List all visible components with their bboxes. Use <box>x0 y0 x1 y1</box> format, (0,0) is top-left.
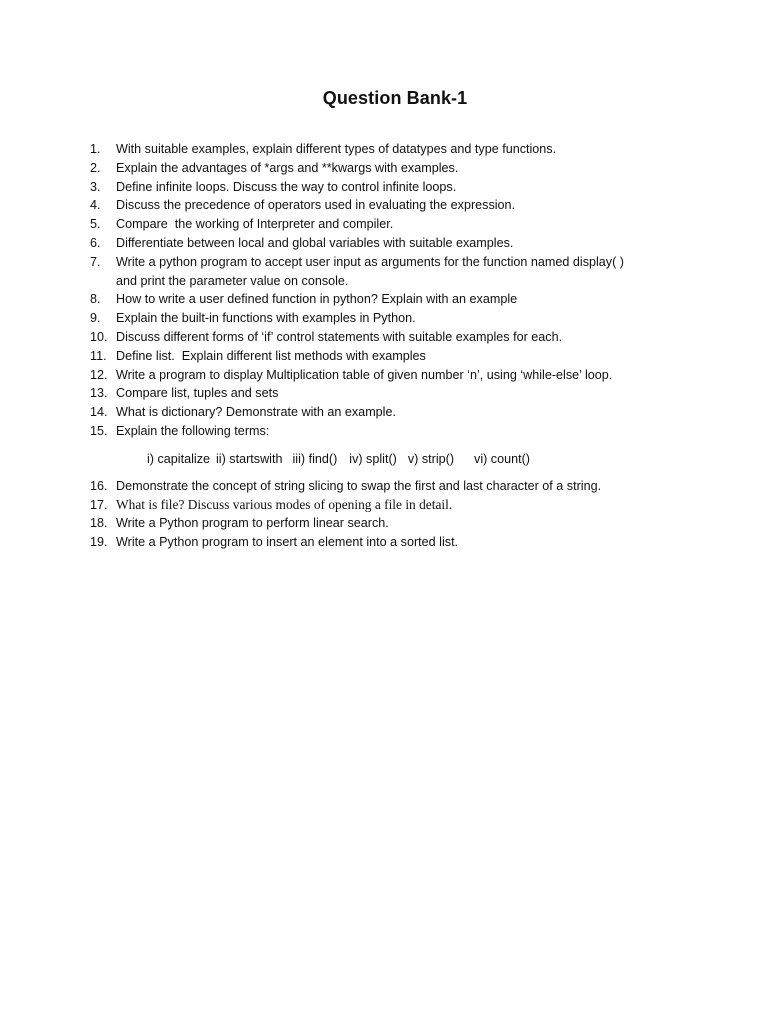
question-number: 9. <box>90 311 101 326</box>
question-text-continuation: and print the parameter value on console. <box>116 273 349 288</box>
question-item <box>90 384 690 403</box>
question-item <box>90 496 690 515</box>
question-number: 19. <box>90 535 108 550</box>
question-item <box>90 533 690 552</box>
question-text: Explain the following terms: <box>116 423 270 438</box>
question-number: 4. <box>90 198 101 213</box>
question-number: 7. <box>90 254 101 269</box>
question-number: 18. <box>90 516 108 531</box>
question-item <box>90 328 690 347</box>
question-text: Write a Python program to insert an element into a sorted list. <box>116 535 459 550</box>
question-number: 12. <box>90 367 108 382</box>
question-list <box>90 140 690 552</box>
terms-list <box>90 450 690 468</box>
question-item <box>90 234 690 253</box>
question-number: 13. <box>90 386 108 401</box>
question-number: 11. <box>90 348 107 363</box>
question-item <box>90 347 690 366</box>
question-item <box>90 477 690 496</box>
question-text: Explain the advantages of *args and **kwargs with examples. <box>116 160 459 175</box>
question-text: Compare the working of Interpreter and compiler. <box>116 217 394 232</box>
question-item <box>90 178 690 197</box>
question-text: What is file? Discuss various modes of opening a file in detail. <box>116 496 453 512</box>
question-number: 16. <box>90 478 108 493</box>
question-number: 15. <box>90 423 108 438</box>
question-text: Compare list, tuples and sets <box>116 386 279 401</box>
question-number: 2. <box>90 160 101 175</box>
question-text: Discuss different forms of ‘if’ control statements with suitable examples for each. <box>116 329 563 344</box>
question-text: Define infinite loops. Discuss the way to control infinite loops. <box>116 179 457 194</box>
question-item <box>90 514 690 533</box>
term-item: ii) startswith <box>216 451 283 466</box>
question-text-block <box>116 253 690 291</box>
question-item <box>90 309 690 328</box>
question-text: With suitable examples, explain different types of datatypes and type functions. <box>116 142 557 156</box>
question-item <box>90 403 690 422</box>
question-text: Discuss the precedence of operators used in evaluating the expression. <box>116 198 516 213</box>
question-text: Write a Python program to perform linear search. <box>116 516 389 531</box>
question-item <box>90 253 690 291</box>
question-number: 8. <box>90 292 101 307</box>
question-number: 17. <box>90 497 108 512</box>
term-item: v) strip() <box>407 451 455 466</box>
question-text: Write a python program to accept user input as arguments for the function named display( ) <box>116 254 624 269</box>
term-item: iii) find() <box>292 451 338 466</box>
question-text: Explain the built-in functions with examples in Python. <box>116 311 416 326</box>
question-item <box>90 422 690 441</box>
question-item <box>90 159 690 178</box>
question-text: Demonstrate the concept of string slicing to swap the first and last character of a string. <box>116 478 602 493</box>
question-number: 3. <box>90 179 101 194</box>
term-item: iv) split() <box>349 451 397 466</box>
question-item <box>90 290 690 309</box>
question-text: How to write a user defined function in python? Explain with an example <box>116 292 518 307</box>
question-item <box>90 366 690 385</box>
question-text: Define list. Explain different list methods with examples <box>116 348 426 363</box>
question-number: 1. <box>90 142 101 156</box>
question-number: 5. <box>90 217 101 232</box>
question-text: What is dictionary? Demonstrate with an example. <box>116 405 396 420</box>
term-item: vi) count() <box>474 451 530 466</box>
question-item <box>90 215 690 234</box>
question-text: Write a program to display Multiplication table of given number ‘n’, using ‘while-else’ loop. <box>116 367 613 382</box>
term-item: i) capitalize <box>147 451 210 466</box>
question-item <box>90 140 690 159</box>
question-number: 14. <box>90 405 108 420</box>
question-item <box>90 196 690 215</box>
question-text: Differentiate between local and global variables with suitable examples. <box>116 235 514 250</box>
page-title: Question Bank-1 <box>322 88 468 108</box>
question-number: 10. <box>90 329 108 344</box>
question-number: 6. <box>90 235 101 250</box>
